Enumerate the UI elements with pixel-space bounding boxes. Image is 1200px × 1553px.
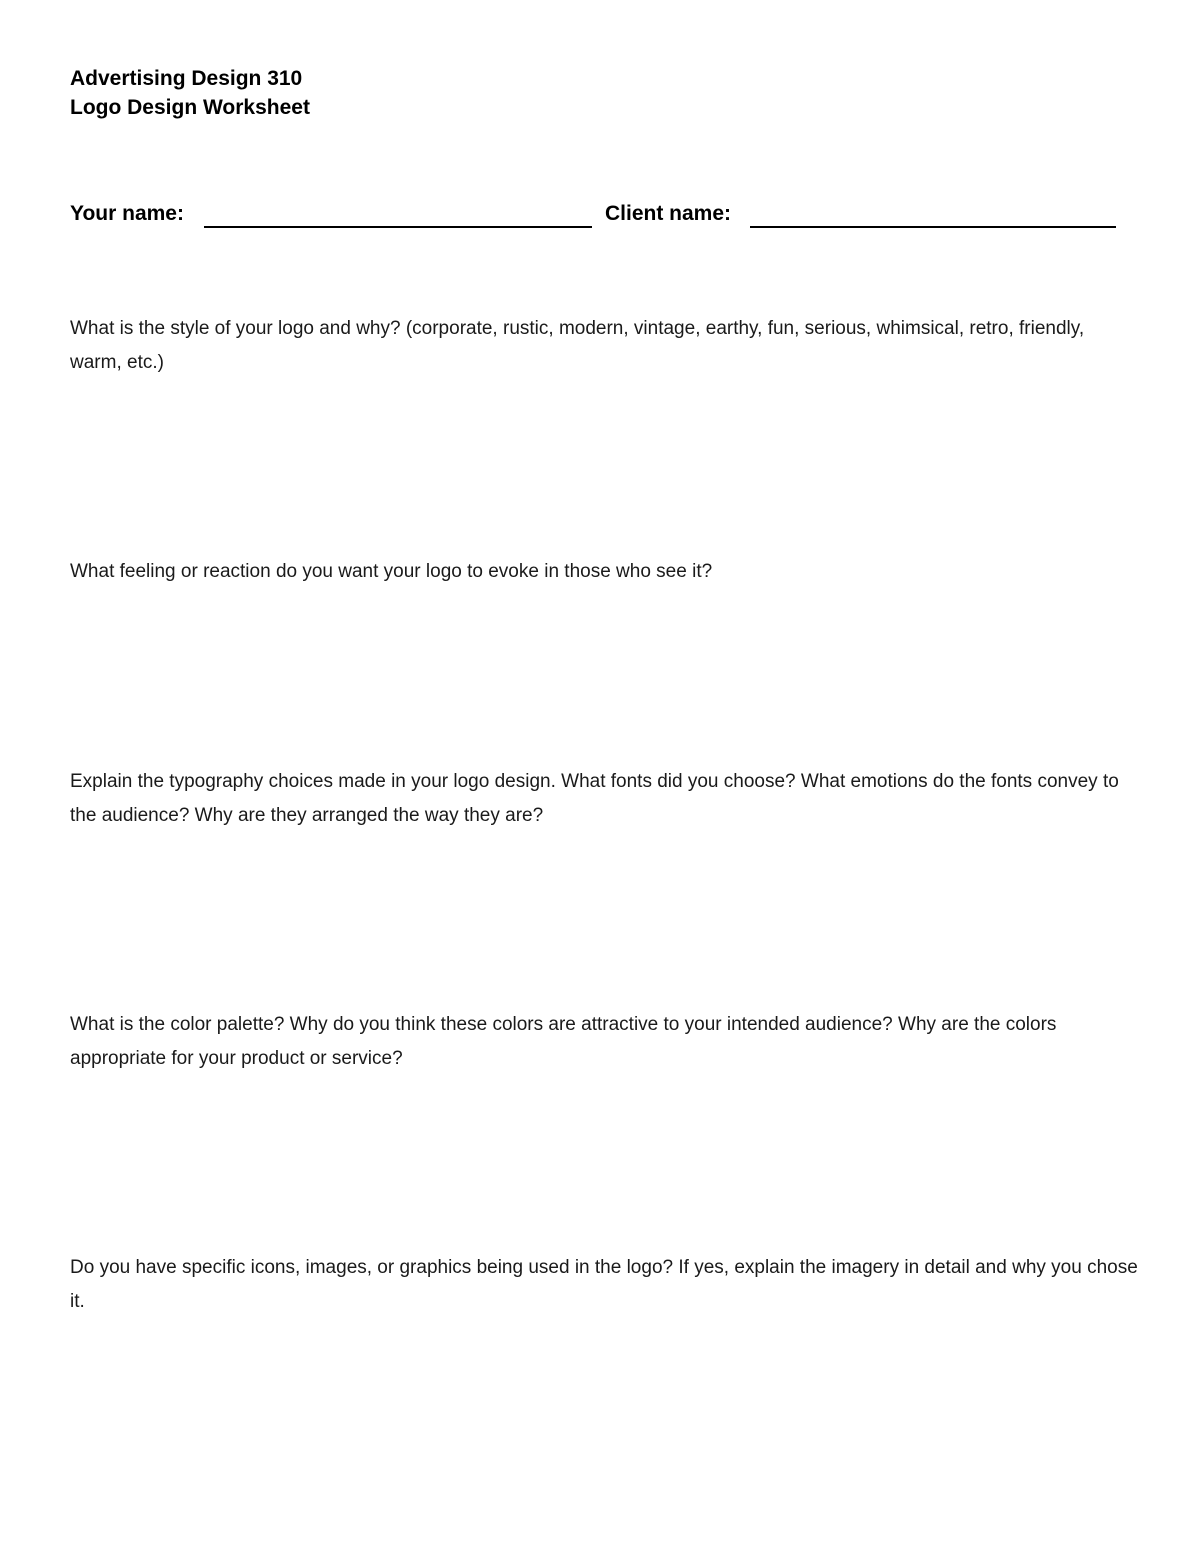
your-name-blank-line: [204, 200, 592, 228]
client-name-blank-line: [750, 200, 1116, 228]
question-imagery: Do you have specific icons, images, or graphics being used in the logo? If yes, explain the imagery in detail and why you chose it.: [70, 1257, 1138, 1312]
question-style: What is the style of your logo and why? (corporate, rustic, modern, vintage, earthy, fun, serious, whimsical, retro, friendly, warm, etc.): [70, 318, 1085, 373]
question-color-palette: What is the color palette? Why do you think these colors are attractive to your intended audience? Why are the colors appropriate for your product or service?: [70, 1014, 1057, 1069]
your-name-label: Your name:: [70, 202, 184, 225]
name-fields-row: [70, 200, 1130, 232]
question-feeling: What feeling or reaction do you want your logo to evoke in those who see it?: [70, 561, 713, 582]
course-title: Advertising Design 310: [70, 67, 303, 90]
client-name-label: Client name:: [605, 202, 732, 225]
worksheet-title: Logo Design Worksheet: [70, 96, 310, 119]
question-typography: Explain the typography choices made in your logo design. What fonts did you choose? What emotions do the fonts convey to the audience? Why are they arranged the way they are?: [70, 771, 1119, 826]
